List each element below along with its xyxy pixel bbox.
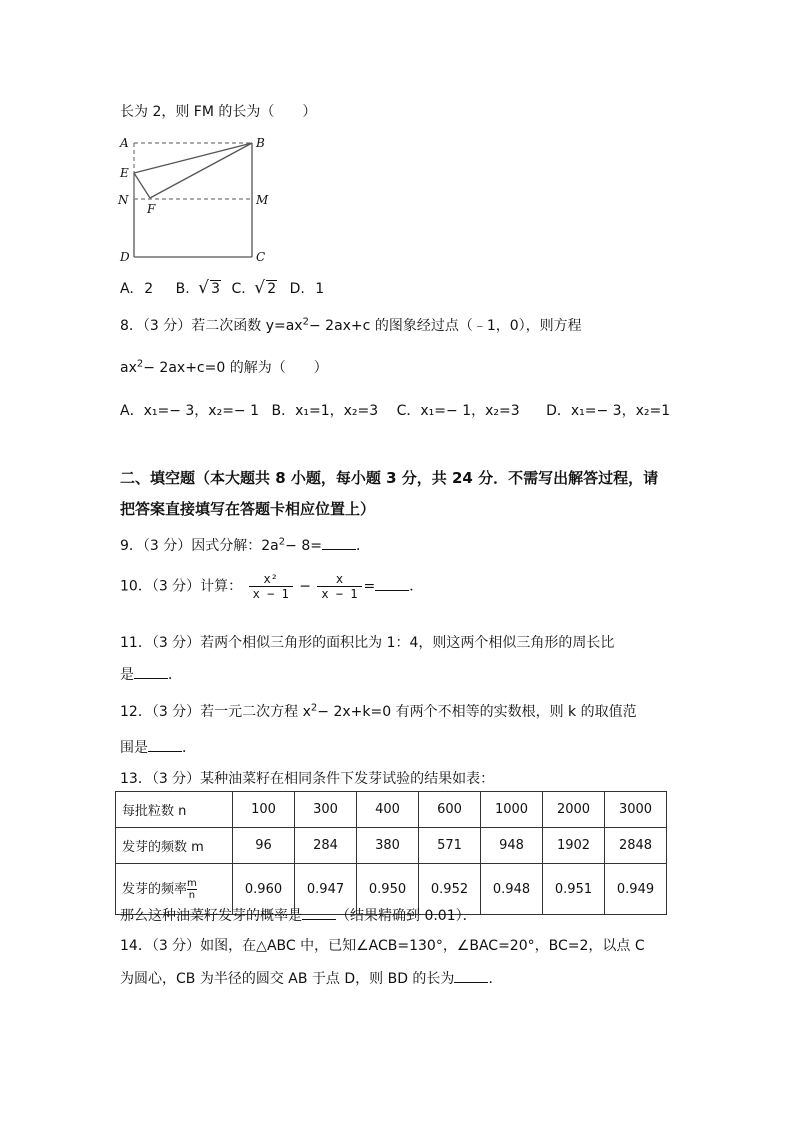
answer-blank: [322, 537, 356, 550]
table-cell: 0.951: [543, 864, 605, 915]
q10-eq: =: [363, 578, 376, 595]
q12-line1: [120, 701, 637, 721]
table-cell: 1000: [481, 792, 543, 828]
q7-opt-a-value: 2: [144, 281, 154, 297]
q8-opt-d: D．x₁=− 3，x₂=1: [546, 403, 671, 419]
label-f: F: [147, 202, 156, 216]
label-m: M: [256, 193, 269, 207]
q8-text: ax: [120, 360, 137, 376]
germination-table: [115, 791, 667, 915]
table-cell: 300: [295, 792, 357, 828]
segment-ef: [134, 173, 150, 198]
fraction-1-num: x²: [249, 572, 293, 587]
q8-sup: 2: [136, 358, 144, 370]
q8-opt-a: A．x₁=− 3，x₂=− 1: [120, 403, 260, 419]
q8-stem-line1: [120, 315, 582, 335]
fraction-2-num: x: [317, 572, 361, 587]
q12-text: ．: [182, 740, 196, 756]
table-cell: 2000: [543, 792, 605, 828]
sqrt-icon: [254, 281, 277, 297]
q14-text: ．: [488, 971, 503, 987]
q12-text: 12．（3 分）若一元二次方程 x: [120, 704, 311, 720]
q8-text: − 2ax+c=0 的解为（ ）: [143, 360, 328, 376]
q7-opt-d-label: D.: [289, 281, 305, 297]
q8-sup: 2: [302, 316, 309, 328]
table-cell: 0.952: [419, 864, 481, 915]
q8-opt-c: C．x₁=− 1，x₂=3: [396, 403, 520, 419]
fraction-2-den: x − 1: [321, 587, 358, 601]
q7-opt-a-label: A.: [120, 281, 134, 297]
table-cell: 380: [357, 828, 419, 864]
label-a: A: [120, 136, 129, 150]
table-cell: 600: [419, 792, 481, 828]
q7-opt-b-label: B.: [175, 281, 190, 297]
section2-heading-line2: 把答案直接填写在答题卡相应位置上）: [120, 500, 376, 518]
q10-minus: −: [299, 578, 311, 595]
table-cell: 0.950: [357, 864, 419, 915]
q11-text: ．: [168, 667, 182, 683]
q11-line2: [120, 664, 182, 684]
q10-text: 10．（3 分）计算：: [120, 578, 243, 595]
row-header-freq-label: 发芽的频率: [122, 881, 188, 897]
q8-text: − 2ax+c 的图象经过点（﹣1，0），则方程: [308, 318, 582, 334]
q7-options: [120, 281, 324, 297]
q9: [120, 535, 370, 555]
freq-den: n: [188, 889, 196, 901]
q13-after: [120, 905, 477, 925]
table-cell: 284: [295, 828, 357, 864]
segment-bf: [150, 143, 252, 198]
table-row: [116, 828, 667, 864]
q14-line1: 14．（3 分）如图，在△ABC 中，已知∠ACB=130°，∠BAC=20°，BC=2，以点 C: [120, 938, 645, 954]
section2-heading-line1: 二、填空题（本大题共 8 小题，每小题 3 分，共 24 分．不需写出解答过程，请: [120, 469, 659, 487]
table-row: [116, 792, 667, 828]
answer-blank: [375, 578, 409, 591]
label-b: B: [256, 136, 265, 150]
q14-text: 为圆心，CB 为半径的圆交 AB 于点 D，则 BD 的长为: [120, 971, 455, 987]
q11-text: 是: [120, 667, 134, 683]
q13-stem: 13．（3 分）某种油菜籽在相同条件下发芽试验的结果如表：: [120, 771, 495, 787]
table-cell: 0.948: [481, 864, 543, 915]
q8-options: [120, 400, 670, 420]
q10: [120, 572, 423, 601]
answer-blank: [148, 739, 182, 752]
q9-text: 9．（3 分）因式分解：2a: [120, 538, 279, 554]
table-cell: 571: [419, 828, 481, 864]
fraction-1: [249, 572, 293, 601]
table-cell: 0.947: [295, 864, 357, 915]
answer-blank: [134, 666, 168, 679]
fraction-1-den: x − 1: [252, 587, 289, 601]
q9-text: ．: [355, 538, 370, 554]
q9-sup: 2: [278, 536, 286, 548]
q10-text: ．: [409, 578, 424, 595]
q12-text: 围是: [120, 740, 148, 756]
q8-stem-line2: [120, 357, 328, 377]
label-d: D: [120, 250, 130, 264]
table-cell: 3000: [605, 792, 667, 828]
row-header-n: 每批粒数 n: [116, 792, 233, 828]
q13-text: （结果精确到 0.01）．: [336, 908, 477, 924]
segment-be: [134, 143, 252, 173]
fraction-2: [317, 572, 361, 601]
label-e: E: [120, 166, 129, 180]
row-header-m: 发芽的频数 m: [116, 828, 233, 864]
q7-figure: [116, 133, 276, 268]
table-cell: 948: [481, 828, 543, 864]
q11-line1: 11．（3 分）若两个相似三角形的面积比为 1：4，则这两个相似三角形的周长比: [120, 635, 615, 651]
q7-stem-tail: 长为 2，则 FM 的长为（ ）: [120, 104, 317, 120]
q7-opt-b-value: 3: [211, 281, 221, 297]
q14-line2: [120, 968, 502, 988]
answer-blank: [454, 970, 488, 983]
table-cell: 96: [233, 828, 295, 864]
table-cell: 400: [357, 792, 419, 828]
q8-text: 8．（3 分）若二次函数 y=ax: [120, 318, 303, 334]
q8-opt-b: B．x₁=1，x₂=3: [271, 403, 379, 419]
q7-opt-c-label: C.: [231, 281, 246, 297]
q13-text: 那么这种油菜籽发芽的概率是: [120, 908, 302, 924]
sqrt-icon: [198, 281, 221, 297]
label-c: C: [256, 250, 266, 264]
table-cell: 100: [233, 792, 295, 828]
q7-opt-c-value: 2: [267, 281, 277, 297]
table-cell: 0.949: [605, 864, 667, 915]
freq-num: m: [187, 877, 197, 889]
q12-text: − 2x+k=0 有两个不相等的实数根，则 k 的取值范: [317, 704, 637, 720]
q12-sup: 2: [310, 702, 318, 714]
q9-text: − 8=: [285, 538, 322, 554]
q12-line2: [120, 737, 196, 757]
table-cell: 1902: [543, 828, 605, 864]
label-n: N: [118, 193, 129, 207]
table-cell: 2848: [605, 828, 667, 864]
m-over-n-fraction: [187, 878, 197, 901]
answer-blank: [302, 907, 336, 920]
q7-opt-d-value: 1: [315, 281, 325, 297]
table-cell: 0.960: [233, 864, 295, 915]
